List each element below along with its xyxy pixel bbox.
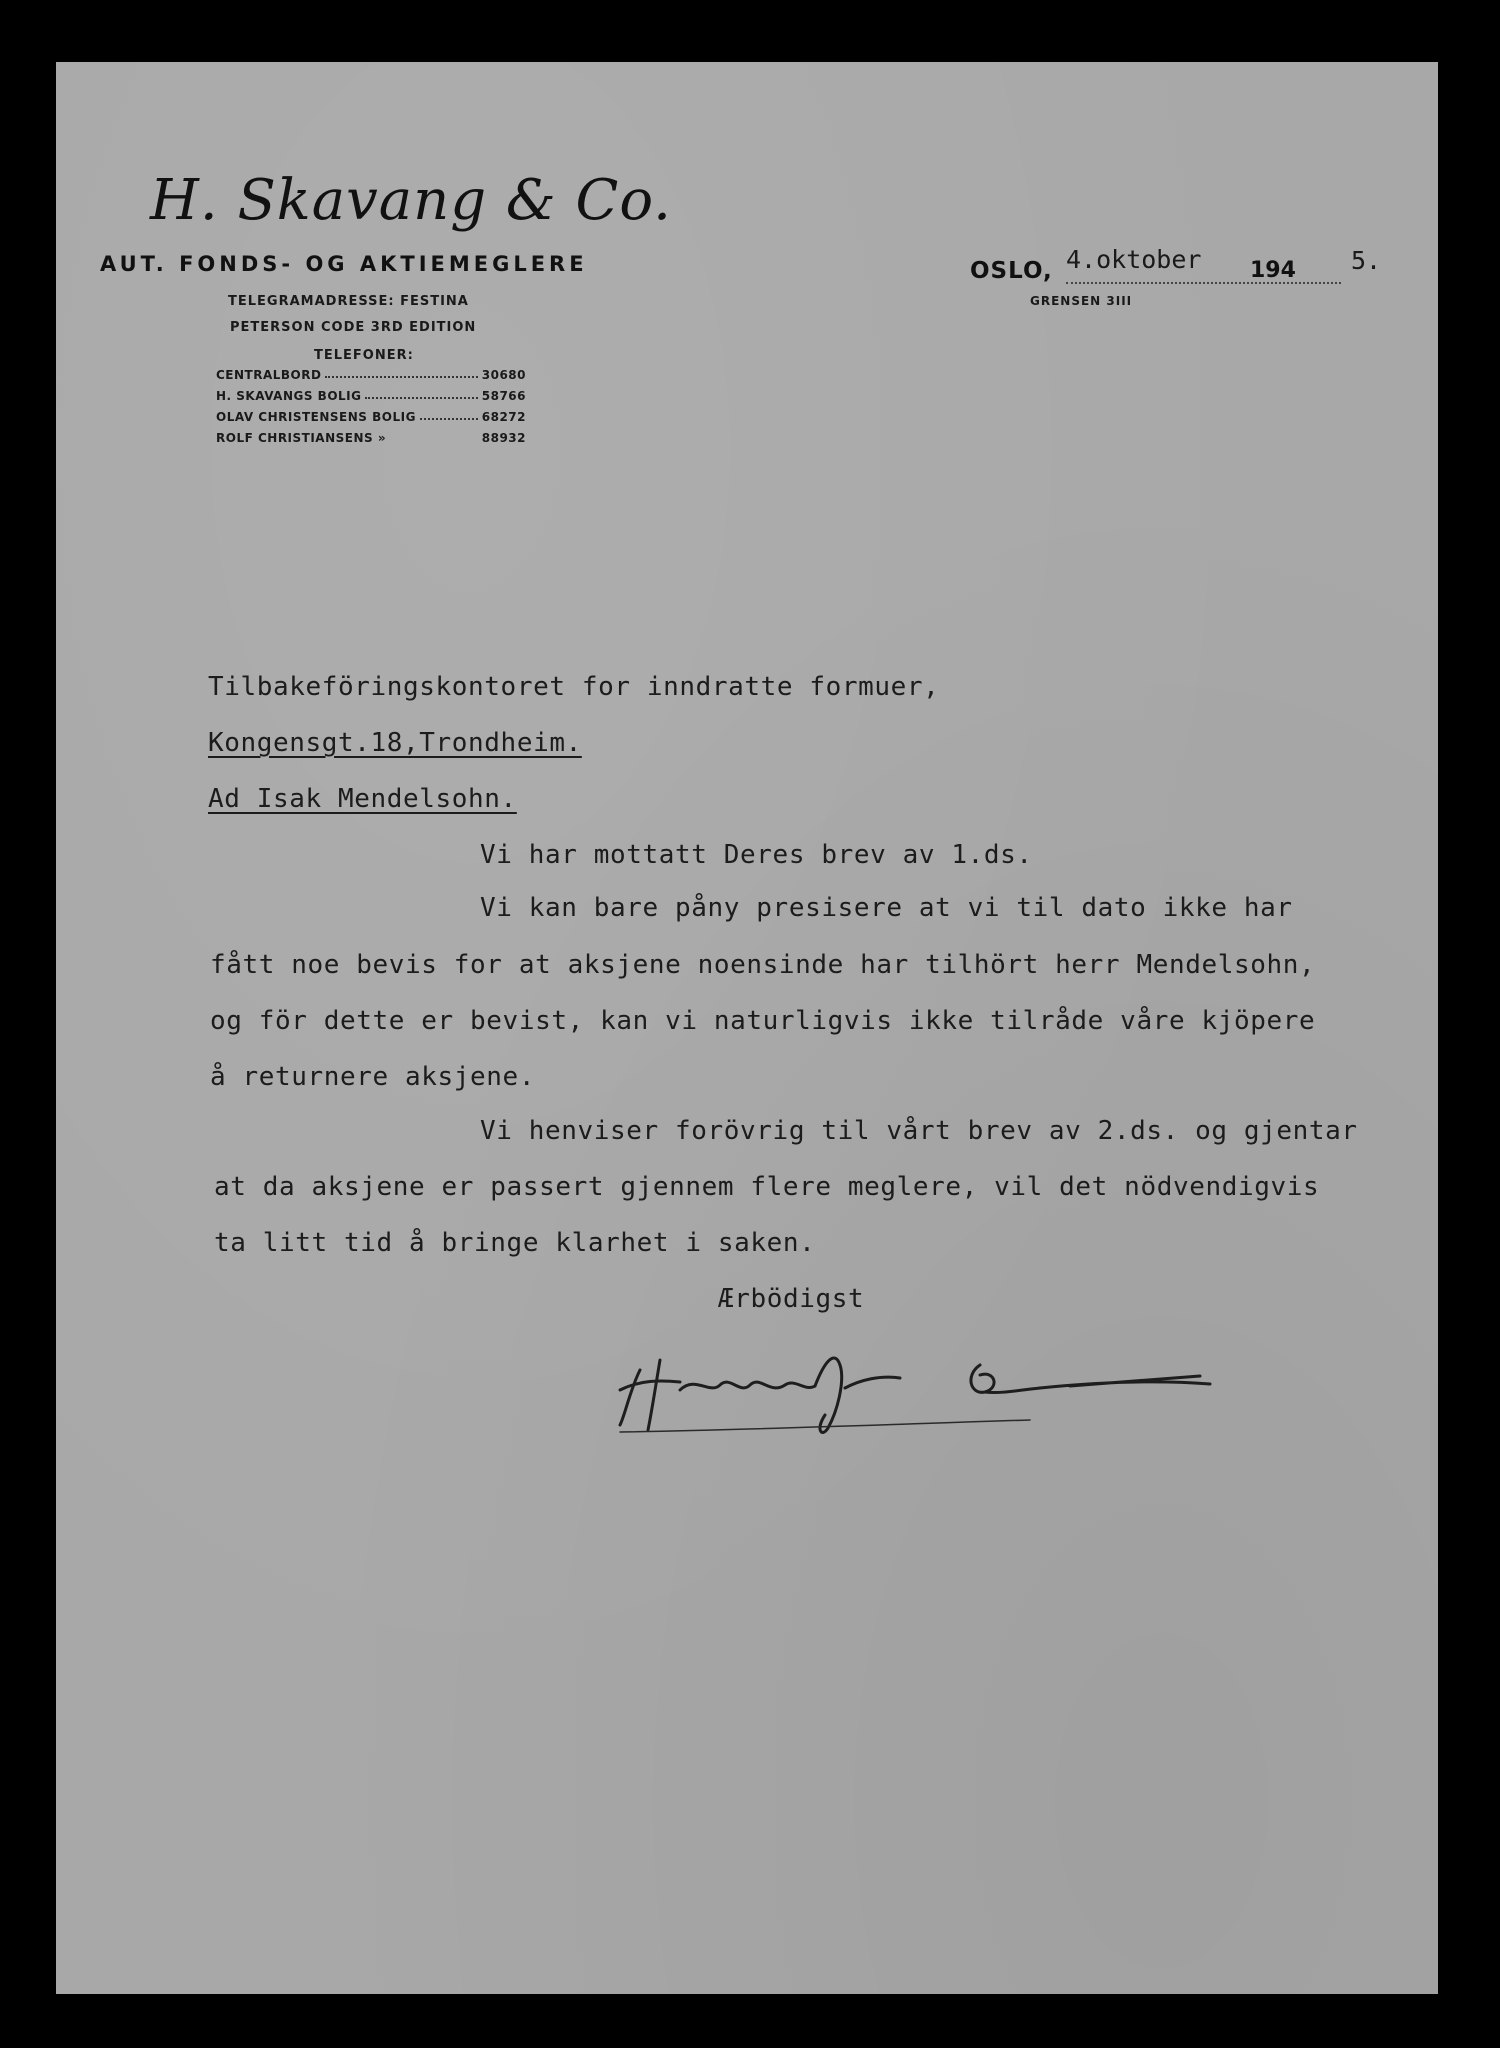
dot-leader (365, 385, 477, 399)
body-line: Vi henviser forövrig til vårt brev av 2.ds. og gjentar (480, 1116, 1358, 1146)
closing: Ærbödigst (718, 1284, 865, 1314)
phone-label: H. SKAVANGS BOLIG (216, 389, 362, 403)
firm-name: H. Skavang & Co. (150, 168, 672, 233)
body-line: og för dette er bevist, kan vi naturligvis ikke tilråde våre kjöpere (210, 1006, 1316, 1036)
city-label: OSLO, (970, 258, 1053, 284)
body-line: Vi kan bare påny presisere at vi til dato ikke har (480, 893, 1293, 923)
body-line: fått noe bevis for at aksjene noensinde har tilhört herr Mendelsohn, (210, 950, 1316, 980)
phone-number: 30680 (481, 368, 526, 382)
firm-tagline: AUT. FONDS- OG AKTIEMEGLERE (100, 252, 588, 276)
body-line: ta litt tid å bringe klarhet i saken. (214, 1228, 816, 1258)
year-typed: 5. (1351, 246, 1382, 275)
phones-heading: TELEFONER: (314, 348, 414, 363)
street-address: GRENSEN 3III (1030, 294, 1133, 308)
date-dotted-line (1066, 282, 1341, 284)
recipient-line-2: Kongensgt.18,Trondheim. (208, 728, 582, 758)
phone-row (216, 431, 526, 445)
phone-number: 88932 (481, 431, 526, 445)
year-printed: 194 (1250, 258, 1296, 283)
body-line: at da aksjene er passert gjennem flere meglere, vil det nödvendigvis (214, 1172, 1320, 1202)
subject-line: Ad Isak Mendelsohn. (208, 784, 517, 814)
phone-label: ROLF CHRISTIANSENS » (216, 431, 387, 445)
phone-number: 68272 (481, 410, 526, 424)
dot-leader (390, 427, 478, 441)
recipient-line-1: Tilbakeföringskontoret for inndratte formuer, (208, 672, 940, 702)
phone-row (216, 368, 526, 382)
phone-row (216, 389, 526, 403)
date-typed: 4.oktober (1066, 245, 1202, 274)
telegram-address: TELEGRAMADRESSE: FESTINA (228, 294, 469, 309)
code-edition: PETERSON CODE 3RD EDITION (230, 320, 477, 335)
dot-leader (325, 364, 477, 378)
phone-label: CENTRALBORD (216, 368, 322, 382)
phone-row (216, 410, 526, 424)
body-line: å returnere aksjene. (210, 1062, 536, 1092)
signature-image (600, 1320, 1220, 1440)
phone-number: 58766 (481, 389, 526, 403)
dot-leader (420, 406, 478, 420)
body-line: Vi har mottatt Deres brev av 1.ds. (480, 840, 1033, 870)
phone-label: OLAV CHRISTENSENS BOLIG (216, 410, 416, 424)
